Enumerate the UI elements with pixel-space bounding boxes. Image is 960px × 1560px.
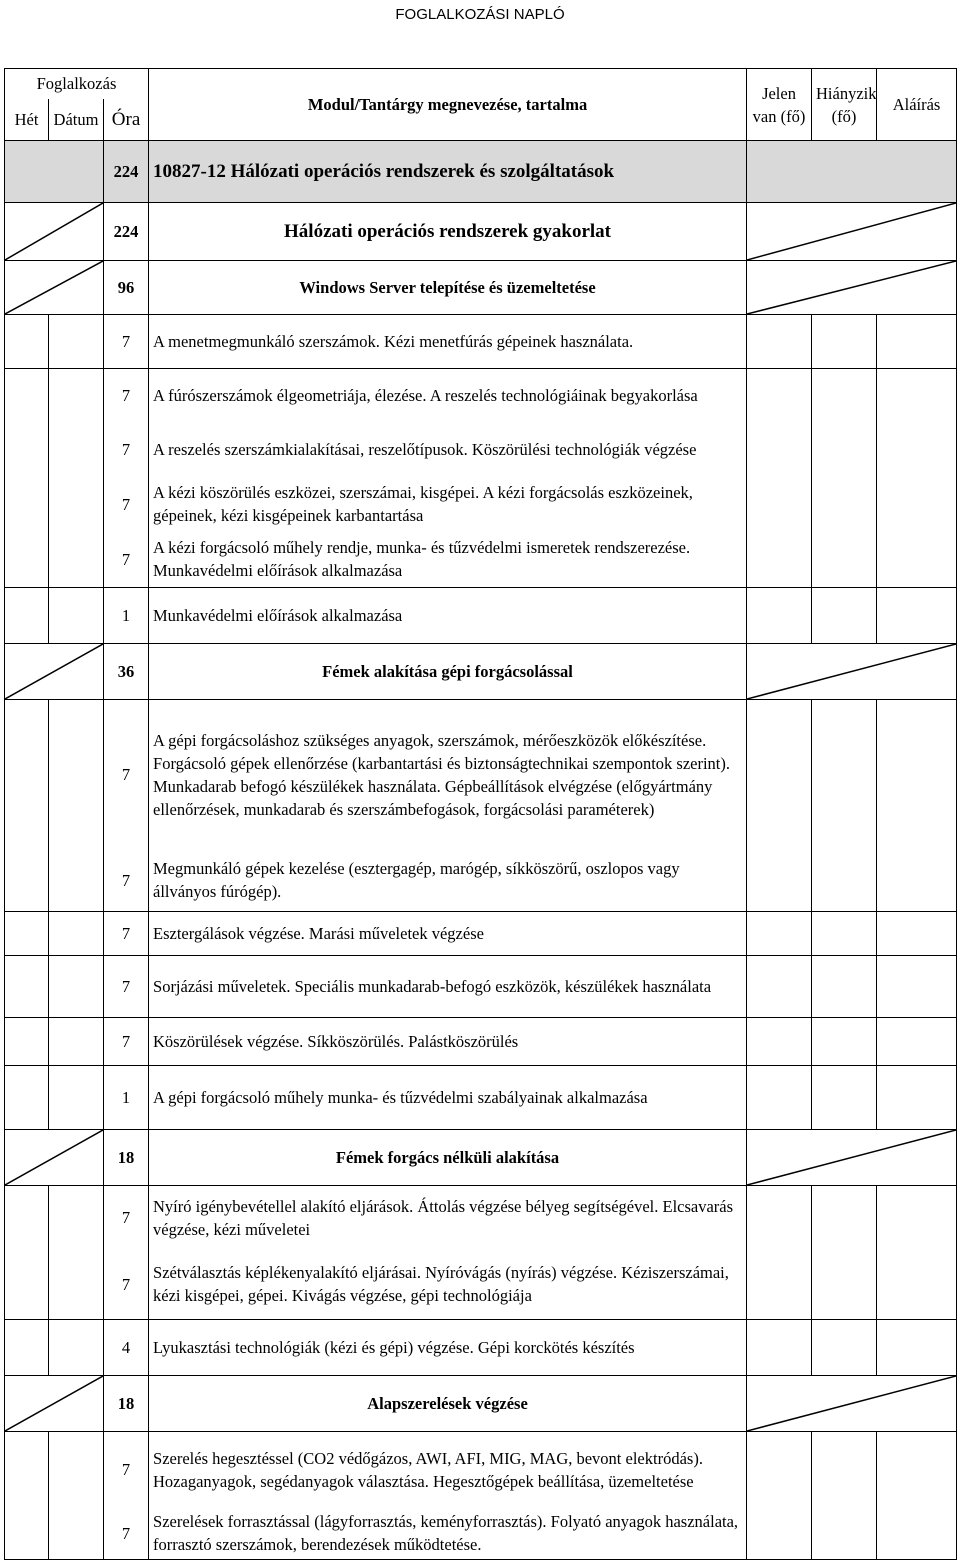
row-text: Hálózati operációs rendszerek gyakorlat <box>149 203 747 261</box>
cell-hianyzik[interactable] <box>812 1432 877 1508</box>
row-text: Fémek forgács nélküli alakítása <box>149 1130 747 1186</box>
diagonal-cell <box>747 1376 957 1432</box>
cell-hianyzik[interactable] <box>812 850 877 912</box>
cell-alairas[interactable] <box>877 315 957 369</box>
table-row <box>5 423 957 477</box>
cell-hianyzik[interactable] <box>812 532 877 588</box>
cell-datum[interactable] <box>49 1066 104 1130</box>
cell-alairas[interactable] <box>877 588 957 644</box>
cell-hianyzik[interactable] <box>812 956 877 1018</box>
cell-het[interactable] <box>5 588 49 644</box>
cell-hianyzik[interactable] <box>812 1066 877 1130</box>
table-row <box>5 261 957 315</box>
row-text: Megmunkáló gépek kezelése (esztergagép, marógép, síkköszörű, oszlopos vagy állványos fúrógép). <box>149 850 747 912</box>
row-hours: 7 <box>104 1250 149 1320</box>
cell-datum[interactable] <box>49 1508 104 1560</box>
cell-alairas[interactable] <box>877 423 957 477</box>
cell-jelen[interactable] <box>747 315 812 369</box>
row-text: A kézi forgácsoló műhely rendje, munka- és tűzvédelmi ismeretek rendszerezése. Munkavédelmi előírások alkalmazása <box>149 532 747 588</box>
cell-hianyzik[interactable] <box>812 1018 877 1066</box>
header-row-top <box>5 69 957 99</box>
diagonal-cell <box>5 203 104 261</box>
cell-het[interactable] <box>5 1186 49 1250</box>
header-subject: Modul/Tantárgy megnevezése, tartalma <box>149 69 747 141</box>
cell-alairas[interactable] <box>877 956 957 1018</box>
cell-hianyzik[interactable] <box>812 588 877 644</box>
row-text: A gépi forgácsoláshoz szükséges anyagok, szerszámok, mérőeszközök előkészítése. Forgácsoló gépek ellenőrzése (karbantartási és biztonságtechnikai szempontok szerint). Munkadarab befogó készülékek használata. Gépbeállítások elvégzése (előgyártmány ellenőrzések, munkadarab és szerszámbefogások, forgácsolási paraméterek) <box>149 700 747 850</box>
row-hours: 224 <box>104 203 149 261</box>
cell-datum[interactable] <box>49 588 104 644</box>
diagonal-cell <box>747 261 957 315</box>
cell-datum[interactable] <box>49 850 104 912</box>
cell-hianyzik[interactable] <box>812 315 877 369</box>
table-row <box>5 912 957 956</box>
diagonal-cell <box>5 261 104 315</box>
cell-alairas[interactable] <box>877 532 957 588</box>
table-row <box>5 1066 957 1130</box>
cell-jelen[interactable] <box>747 700 812 850</box>
row-hours: 96 <box>104 261 149 315</box>
row-text: Nyíró igénybevétellel alakító eljárások. Áttolás végzése bélyeg segítségével. Elcsavarás végzése, kézi műveletei <box>149 1186 747 1250</box>
cell-alairas[interactable] <box>877 912 957 956</box>
cell-datum[interactable] <box>49 912 104 956</box>
row-text: Alapszerelések végzése <box>149 1376 747 1432</box>
cell-alairas[interactable] <box>877 1066 957 1130</box>
cell-jelen[interactable] <box>747 369 812 423</box>
cell-hianyzik[interactable] <box>812 369 877 423</box>
table-row <box>5 1508 957 1560</box>
cell-hianyzik[interactable] <box>812 423 877 477</box>
diagonal-cell <box>5 644 104 700</box>
table-row <box>5 1432 957 1508</box>
cell-datum[interactable] <box>49 1432 104 1508</box>
row-text: A reszelés szerszámkialakításai, reszelőtípusok. Köszörülési technológiák végzése <box>149 423 747 477</box>
cell-het[interactable] <box>5 315 49 369</box>
row-text: Fémek alakítása gépi forgácsolással <box>149 644 747 700</box>
cell-datum[interactable] <box>49 477 104 532</box>
cell-datum[interactable] <box>49 423 104 477</box>
table-row <box>5 644 957 700</box>
header-ora: Óra <box>104 99 149 141</box>
row-text: Szerelés hegesztéssel (CO2 védőgázos, AWI, AFI, MIG, MAG, bevont elektródás). Hozaganyagok, segédanyagok választása. Hegesztőgépek beállítása, üzemeltetése <box>149 1432 747 1508</box>
cell-datum[interactable] <box>49 315 104 369</box>
cell-hianyzik[interactable] <box>812 1186 877 1250</box>
cell-het[interactable] <box>5 1018 49 1066</box>
header-jelen-line2: van (fő) <box>752 106 806 126</box>
cell-jelen[interactable] <box>747 1186 812 1250</box>
cell-hianyzik[interactable] <box>812 700 877 850</box>
cell-alairas[interactable] <box>877 1320 957 1376</box>
cell-het[interactable] <box>5 1066 49 1130</box>
log-table <box>4 68 957 1560</box>
cell-alairas[interactable] <box>877 1018 957 1066</box>
header-hianyzik-line1: Hiányzik <box>816 83 877 103</box>
diagonal-cell <box>747 644 957 700</box>
cell-jelen[interactable] <box>747 1508 812 1560</box>
cell-het[interactable] <box>5 532 49 588</box>
header-hianyzik-line2: (fő) <box>831 106 857 126</box>
row-hours: 7 <box>104 912 149 956</box>
row-blank <box>5 141 104 203</box>
row-hours: 7 <box>104 369 149 423</box>
table-row <box>5 956 957 1018</box>
row-blank-right <box>747 141 957 203</box>
cell-jelen[interactable] <box>747 1066 812 1130</box>
diagonal-cell <box>5 1376 104 1432</box>
row-text: A menetmegmunkáló szerszámok. Kézi menetfúrás gépeinek használata. <box>149 315 747 369</box>
row-text: Köszörülések végzése. Síkköszörülés. Palástköszörülés <box>149 1018 747 1066</box>
header-foglalkozas: Foglalkozás <box>5 69 149 99</box>
table-row <box>5 1320 957 1376</box>
header-alairas: Aláírás <box>877 69 957 141</box>
row-text: Szerelések forrasztással (lágyforrasztás, keményforrasztás). Folyató anyagok használata, forrasztó szerszámok, berendezések működtetése. <box>149 1508 747 1560</box>
cell-jelen[interactable] <box>747 477 812 532</box>
cell-het[interactable] <box>5 369 49 423</box>
cell-datum[interactable] <box>49 956 104 1018</box>
header-datum: Dátum <box>49 99 104 141</box>
cell-alairas[interactable] <box>877 850 957 912</box>
table-row <box>5 315 957 369</box>
cell-jelen[interactable] <box>747 850 812 912</box>
row-text: Lyukasztási technológiák (kézi és gépi) végzése. Gépi korckötés készítés <box>149 1320 747 1376</box>
row-text: 10827-12 Hálózati operációs rendszerek és szolgáltatások <box>149 141 747 203</box>
cell-alairas[interactable] <box>877 369 957 423</box>
cell-het[interactable] <box>5 850 49 912</box>
cell-alairas[interactable] <box>877 477 957 532</box>
row-hours: 7 <box>104 477 149 532</box>
row-hours: 7 <box>104 850 149 912</box>
cell-jelen[interactable] <box>747 1320 812 1376</box>
table-row <box>5 532 957 588</box>
row-text: Sorjázási műveletek. Speciális munkadarab-befogó eszközök, készülékek használata <box>149 956 747 1018</box>
cell-datum[interactable] <box>49 700 104 850</box>
cell-het[interactable] <box>5 1320 49 1376</box>
table-row <box>5 850 957 912</box>
row-hours: 7 <box>104 1508 149 1560</box>
cell-datum[interactable] <box>49 1250 104 1320</box>
cell-hianyzik[interactable] <box>812 477 877 532</box>
cell-hianyzik[interactable] <box>812 1508 877 1560</box>
row-text: Windows Server telepítése és üzemeltetése <box>149 261 747 315</box>
table-row <box>5 1130 957 1186</box>
table-row <box>5 1186 957 1250</box>
row-text: Esztergálások végzése. Marási műveletek végzése <box>149 912 747 956</box>
table-row <box>5 141 957 203</box>
row-hours: 7 <box>104 956 149 1018</box>
row-hours: 7 <box>104 532 149 588</box>
cell-jelen[interactable] <box>747 1250 812 1320</box>
cell-het[interactable] <box>5 700 49 850</box>
cell-het[interactable] <box>5 956 49 1018</box>
table-row <box>5 203 957 261</box>
cell-het[interactable] <box>5 1250 49 1320</box>
cell-alairas[interactable] <box>877 1250 957 1320</box>
row-hours: 18 <box>104 1376 149 1432</box>
cell-jelen[interactable] <box>747 588 812 644</box>
cell-jelen[interactable] <box>747 956 812 1018</box>
cell-het[interactable] <box>5 1508 49 1560</box>
cell-datum[interactable] <box>49 532 104 588</box>
cell-alairas[interactable] <box>877 1508 957 1560</box>
cell-datum[interactable] <box>49 1320 104 1376</box>
header-jelen <box>747 69 812 141</box>
table-row <box>5 1250 957 1320</box>
row-text: A kézi köszörülés eszközei, szerszámai, kisgépei. A kézi forgácsolás eszközeinek, gépeinek, kézi kisgépeinek karbantartása <box>149 477 747 532</box>
cell-jelen[interactable] <box>747 1432 812 1508</box>
table-row <box>5 1018 957 1066</box>
row-hours: 1 <box>104 588 149 644</box>
cell-hianyzik[interactable] <box>812 912 877 956</box>
row-text: A fúrószerszámok élgeometriája, élezése. A reszelés technológiáinak begyakorlása <box>149 369 747 423</box>
cell-het[interactable] <box>5 423 49 477</box>
header-hianyzik <box>812 69 877 141</box>
cell-jelen[interactable] <box>747 912 812 956</box>
row-hours: 7 <box>104 315 149 369</box>
cell-alairas[interactable] <box>877 700 957 850</box>
row-hours: 1 <box>104 1066 149 1130</box>
cell-datum[interactable] <box>49 369 104 423</box>
diagonal-cell <box>747 203 957 261</box>
row-text: A gépi forgácsoló műhely munka- és tűzvédelmi szabályainak alkalmazása <box>149 1066 747 1130</box>
table-row <box>5 1376 957 1432</box>
cell-datum[interactable] <box>49 1186 104 1250</box>
cell-alairas[interactable] <box>877 1186 957 1250</box>
page-title: FOGLALKOZÁSI NAPLÓ <box>395 6 565 23</box>
diagonal-cell <box>5 1130 104 1186</box>
row-hours: 7 <box>104 1186 149 1250</box>
header-jelen-line1: Jelen <box>762 83 796 103</box>
row-hours: 7 <box>104 1018 149 1066</box>
cell-hianyzik[interactable] <box>812 1320 877 1376</box>
table-row <box>5 369 957 423</box>
cell-jelen[interactable] <box>747 423 812 477</box>
cell-jelen[interactable] <box>747 1018 812 1066</box>
row-hours: 7 <box>104 1432 149 1508</box>
cell-alairas[interactable] <box>877 1432 957 1508</box>
row-hours: 224 <box>104 141 149 203</box>
row-text: Munkavédelmi előírások alkalmazása <box>149 588 747 644</box>
diagonal-cell <box>747 1130 957 1186</box>
table-row <box>5 700 957 850</box>
cell-hianyzik[interactable] <box>812 1250 877 1320</box>
header-het: Hét <box>5 99 49 141</box>
row-hours: 7 <box>104 700 149 850</box>
cell-het[interactable] <box>5 1432 49 1508</box>
cell-het[interactable] <box>5 912 49 956</box>
table-row <box>5 588 957 644</box>
row-text: Szétválasztás képlékenyalakító eljárásai. Nyíróvágás (nyírás) végzése. Kéziszerszámai, kézi kisgépei, gépei. Kivágás végzése, gépi technológiája <box>149 1250 747 1320</box>
cell-het[interactable] <box>5 477 49 532</box>
row-hours: 18 <box>104 1130 149 1186</box>
row-hours: 7 <box>104 423 149 477</box>
cell-jelen[interactable] <box>747 532 812 588</box>
table-row <box>5 477 957 532</box>
row-hours: 36 <box>104 644 149 700</box>
cell-datum[interactable] <box>49 1018 104 1066</box>
row-hours: 4 <box>104 1320 149 1376</box>
